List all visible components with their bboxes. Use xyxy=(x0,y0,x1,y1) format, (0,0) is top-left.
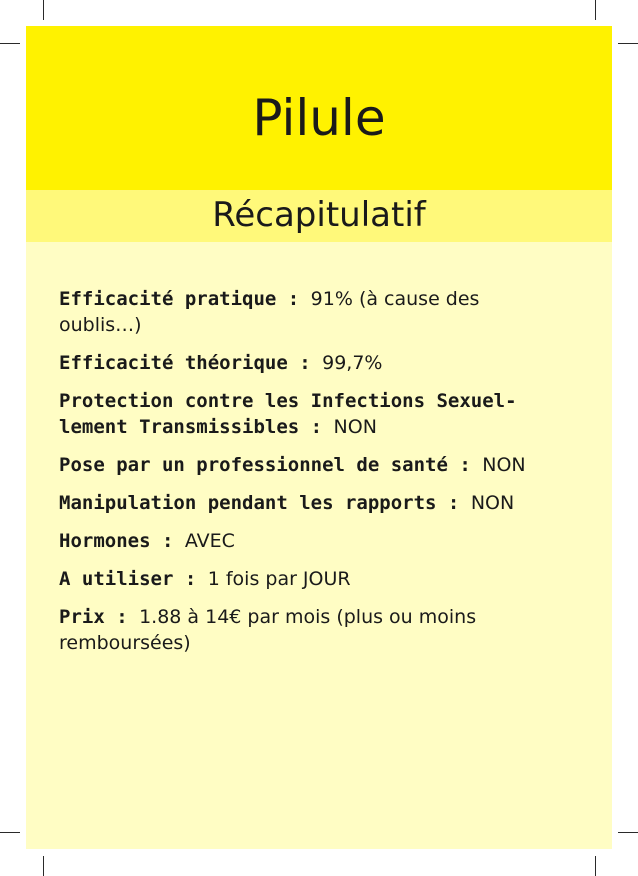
row-value: 91% (à cause des oublis…) xyxy=(59,288,480,336)
row-value: NON xyxy=(482,454,526,476)
row-value: 1.88 à 14€ par mois (plus ou moins remboursées) xyxy=(59,606,477,654)
row-value: NON xyxy=(333,416,377,438)
row-value: 1 fois par JOUR xyxy=(207,568,351,590)
row-label: Prix : xyxy=(59,606,140,628)
crop-mark xyxy=(595,856,596,876)
crop-mark xyxy=(43,856,44,876)
summary-row-protection-ist xyxy=(59,388,529,440)
summary-row-hormones xyxy=(59,528,529,554)
row-label: Pose par un professionnel de santé : xyxy=(59,454,483,476)
crop-mark xyxy=(43,0,44,20)
summary-row-pose-professionnel xyxy=(59,452,529,478)
row-label: A utiliser : xyxy=(59,568,208,590)
crop-mark xyxy=(0,832,20,833)
subtitle-band xyxy=(26,190,612,242)
row-label: Protection contre les Infections Sexuel-lement Transmissibles : xyxy=(59,390,517,438)
crop-mark xyxy=(595,0,596,20)
summary-row-efficacite-pratique xyxy=(59,286,529,338)
row-label: Efficacité théorique : xyxy=(59,352,323,374)
page-title: Pilule xyxy=(252,89,386,147)
summary-row-manipulation xyxy=(59,490,529,516)
title-band xyxy=(26,26,612,190)
summary-row-efficacite-theorique xyxy=(59,350,529,376)
crop-mark xyxy=(618,43,638,44)
crop-mark xyxy=(618,832,638,833)
row-value: NON xyxy=(470,492,515,514)
summary-list xyxy=(59,286,529,668)
row-label: Manipulation pendant les rapports : xyxy=(59,492,471,514)
summary-row-a-utiliser xyxy=(59,566,529,592)
page-subtitle: Récapitulatif xyxy=(212,195,426,235)
row-label: Efficacité pratique : xyxy=(59,288,311,310)
row-value: 99,7% xyxy=(322,352,383,374)
row-value: AVEC xyxy=(184,530,235,552)
summary-row-prix xyxy=(59,604,529,656)
crop-mark xyxy=(0,43,20,44)
row-label: Hormones : xyxy=(59,530,185,552)
